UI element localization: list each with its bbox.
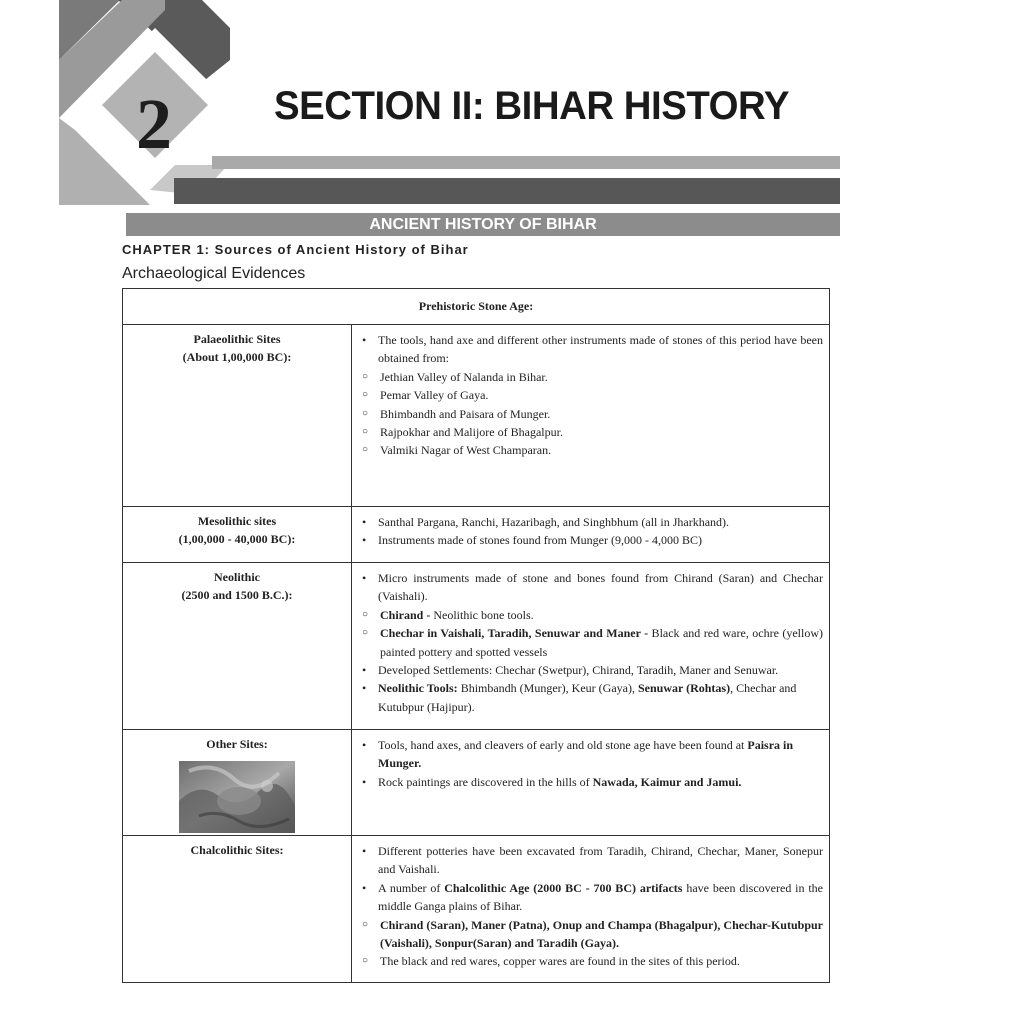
sub-heading: Archaeological Evidences	[122, 265, 306, 282]
table-row	[123, 836, 830, 983]
table-header-row	[123, 289, 830, 325]
row-label	[123, 507, 352, 563]
list-item: • The tools, hand axe and different other instruments made of stones of this period have been obtained from:	[360, 331, 823, 368]
list-item: • Developed Settlements: Chechar (Swetpur), Chirand, Taradih, Maner and Senuwar.	[360, 661, 823, 679]
site-name: Chirand -	[380, 607, 431, 622]
list-item-bold: Neolithic Tools:	[378, 681, 458, 696]
list-item-text: , Chechar and Kutubpur (Hajipur).	[378, 681, 797, 714]
list-item-text: A number of	[378, 880, 445, 895]
row-label-title: Other Sites:	[206, 737, 268, 751]
row-label-period: (1,00,000 - 40,000 BC):	[178, 532, 296, 546]
sub-list-item	[362, 624, 823, 661]
list-item-text: Bhimbandh (Munger), Keur (Gaya),	[457, 681, 638, 696]
list-item	[360, 879, 823, 916]
table-header: Prehistoric Stone Age:	[123, 289, 830, 325]
row-content	[352, 325, 830, 507]
list-item: • Different potteries have been excavated from Taradih, Chirand, Chechar, Maner, Sonepur and Vaishali.	[360, 842, 823, 879]
sub-list-item: ○ Rajpokhar and Malijore of Bhagalpur.	[362, 423, 823, 441]
row-label-title: Neolithic	[214, 570, 260, 584]
sub-list-item: ○ Bhimbandh and Paisara of Munger.	[362, 405, 823, 423]
row-label	[123, 325, 352, 507]
row-content	[352, 507, 830, 563]
row-label-title: Chalcolithic Sites:	[190, 843, 284, 857]
site-name: Chirand (Saran), Maner (Patna), Onup and Champa (Bhagalpur), Chechar-Kutubpur (Vaishali), Sonpur(Saran) and Taradih (Gaya).	[380, 917, 823, 951]
row-label-title: Mesolithic sites	[197, 514, 277, 528]
list-item: • Micro instruments made of stone and bones found from Chirand (Saran) and Chechar (Vaishali).	[360, 569, 823, 606]
list-item: • Instruments made of stones found from Munger (9,000 - 4,000 BC)	[360, 531, 823, 549]
site-detail: Neolithic bone tools.	[430, 607, 534, 622]
table-row	[123, 730, 830, 836]
archaeology-table	[122, 288, 830, 983]
header-band-light	[212, 156, 840, 169]
sub-list-item	[362, 606, 823, 624]
row-content	[352, 836, 830, 983]
sub-list-item: ○ The black and red wares, copper wares are found in the sites of this period.	[362, 952, 823, 970]
row-content	[352, 730, 830, 836]
row-label	[123, 836, 352, 983]
sub-list-item: ○ Pemar Valley of Gaya.	[362, 386, 823, 404]
row-label	[123, 730, 352, 836]
table-row	[123, 507, 830, 563]
list-item-bold: Nawada, Kaimur and Jamui.	[592, 774, 742, 789]
row-content	[352, 563, 830, 730]
row-label-period: (About 1,00,000 BC):	[182, 350, 292, 364]
row-label	[123, 563, 352, 730]
section-banner: ANCIENT HISTORY OF BIHAR	[126, 213, 840, 236]
rock-painting-image	[179, 761, 295, 833]
list-item-text: Tools, hand axes, and cleavers of early and old stone age have been found at	[378, 738, 748, 752]
list-item-bold: Senuwar (Rohtas)	[637, 681, 731, 696]
row-label-period: (2500 and 1500 B.C.):	[181, 588, 293, 602]
list-item	[360, 736, 823, 773]
header-band-dark	[174, 178, 840, 204]
list-item-text: Rock paintings are discovered in the hills of	[378, 774, 593, 789]
sub-list-item: ○ Valmiki Nagar of West Champaran.	[362, 441, 823, 459]
row-label-title: Palaeolithic Sites	[193, 332, 281, 346]
list-item	[360, 679, 823, 716]
list-item-bold: Paisra in Munger.	[378, 738, 794, 771]
sub-list-item	[362, 916, 823, 953]
section-title: SECTION II: BIHAR HISTORY	[274, 84, 789, 128]
sub-list-item: ○ Jethian Valley of Nalanda in Bihar.	[362, 368, 823, 386]
list-item-text: have been discovered in the middle Ganga plains of Bihar.	[378, 880, 824, 914]
site-detail: Black and red ware, ochre (yellow) painted pottery and spotted vessels	[380, 626, 823, 659]
chapter-heading: CHAPTER 1: Sources of Ancient History of Bihar	[122, 242, 469, 257]
site-name: Chechar in Vaishali, Taradih, Senuwar and Maner -	[380, 626, 649, 641]
chapter-number: 2	[136, 84, 172, 164]
list-item: • Santhal Pargana, Ranchi, Hazaribagh, and Singhbhum (all in Jharkhand).	[360, 513, 823, 531]
list-item	[360, 773, 823, 791]
table-row	[123, 325, 830, 507]
list-item-bold: Chalcolithic Age (2000 BC - 700 BC) artifacts	[444, 880, 683, 895]
table-row	[123, 563, 830, 730]
